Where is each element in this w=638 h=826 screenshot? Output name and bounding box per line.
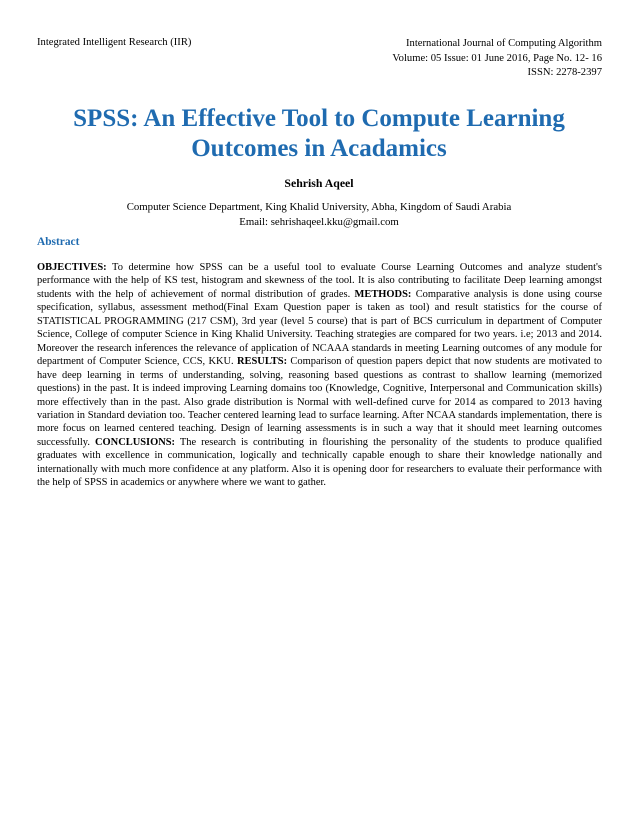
- methods-label: METHODS:: [354, 288, 412, 300]
- abstract-heading: Abstract: [37, 236, 80, 248]
- journal-name: International Journal of Computing Algorithm: [406, 38, 602, 49]
- journal-issn: ISSN: 2278-2397: [527, 67, 602, 78]
- objectives-text: To determine how SPSS can be a useful tool to evaluate Course Learning Outcomes and analyze student's performance with the help of KS test, histogram and skewness of the tool. It is also contributing to facilitate Deep learning amongst students with the help of achievement of normal distribution of grades.: [37, 262, 602, 300]
- affiliation-department: Computer Science Department, King Khalid University, Abha, Kingdom of Saudi Arabia: [126, 201, 512, 213]
- objectives-label: OBJECTIVES:: [37, 262, 107, 273]
- results-text: Comparison of question papers depict that now students are motivated to have deep learning in terms of understanding, solving, reasoning based questions as contrast to shallow learning (memorized questions) in the past. It is indeed improving Learning domains too (Knowledge, Cognitive, Interpersonal and Communication skills) more effectively than in the past. Also grade distribution is Normal with well-defined curve for 2014 as compared to 2013 having variation in Standard deviation too. Teacher centered learning lead to surface learning. After NCAA standards implementation, there is more focus on learned centered teaching. Design of learning assessments is in such a way that it should meet learning outcomes successfully.: [37, 356, 602, 448]
- paper-title-line-2: Outcomes in Acadamics: [191, 135, 447, 162]
- author-affiliation: [0, 200, 638, 229]
- header-journal-info: [392, 37, 602, 81]
- header-publisher: Integrated Intelligent Research (IIR): [37, 37, 192, 48]
- paper-title-line-1: SPSS: An Effective Tool to Compute Learning: [73, 105, 565, 132]
- journal-volume: Volume: 05 Issue: 01 June 2016, Page No. 12- 16: [392, 52, 602, 64]
- results-label: RESULTS:: [237, 356, 288, 368]
- methods-text: Comparative analysis is done using course specification, syllabus, assessment method(Final Exam Question paper is taken as tool) and result statistics for the course of STATISTICAL PROGRAMMING (217 CSM), 3rd year (level 5 course) that is part of BCS curriculum in department of Computer Science, College of computer Science in King Khalid University. Teaching strategies are compared for two years. i.e; 2013 and 2014. Moreover the research inferences the relevance of application of NCAAA standards in meeting Learning outcomes of any module for department of Computer Science, CCS, KKU.: [37, 288, 602, 368]
- conclusions-label: CONCLUSIONS:: [95, 436, 176, 448]
- affiliation-email: Email: sehrishaqeel.kku@gmail.com: [239, 215, 399, 228]
- paper-title: [40, 104, 598, 164]
- author-name: Sehrish Aqeel: [284, 176, 354, 190]
- conclusions-text: The research is contributing in flourishing the personality of the students to produce qualified graduates with excellence in communication, logically and technically capable enough to share their knowledge nationally and internationally with much more confidence at any platform. Also it is opening door for researchers to evaluate their performance with the help of SPSS in academics or anywhere where we want to gather.: [37, 436, 603, 489]
- abstract-body: [37, 261, 602, 490]
